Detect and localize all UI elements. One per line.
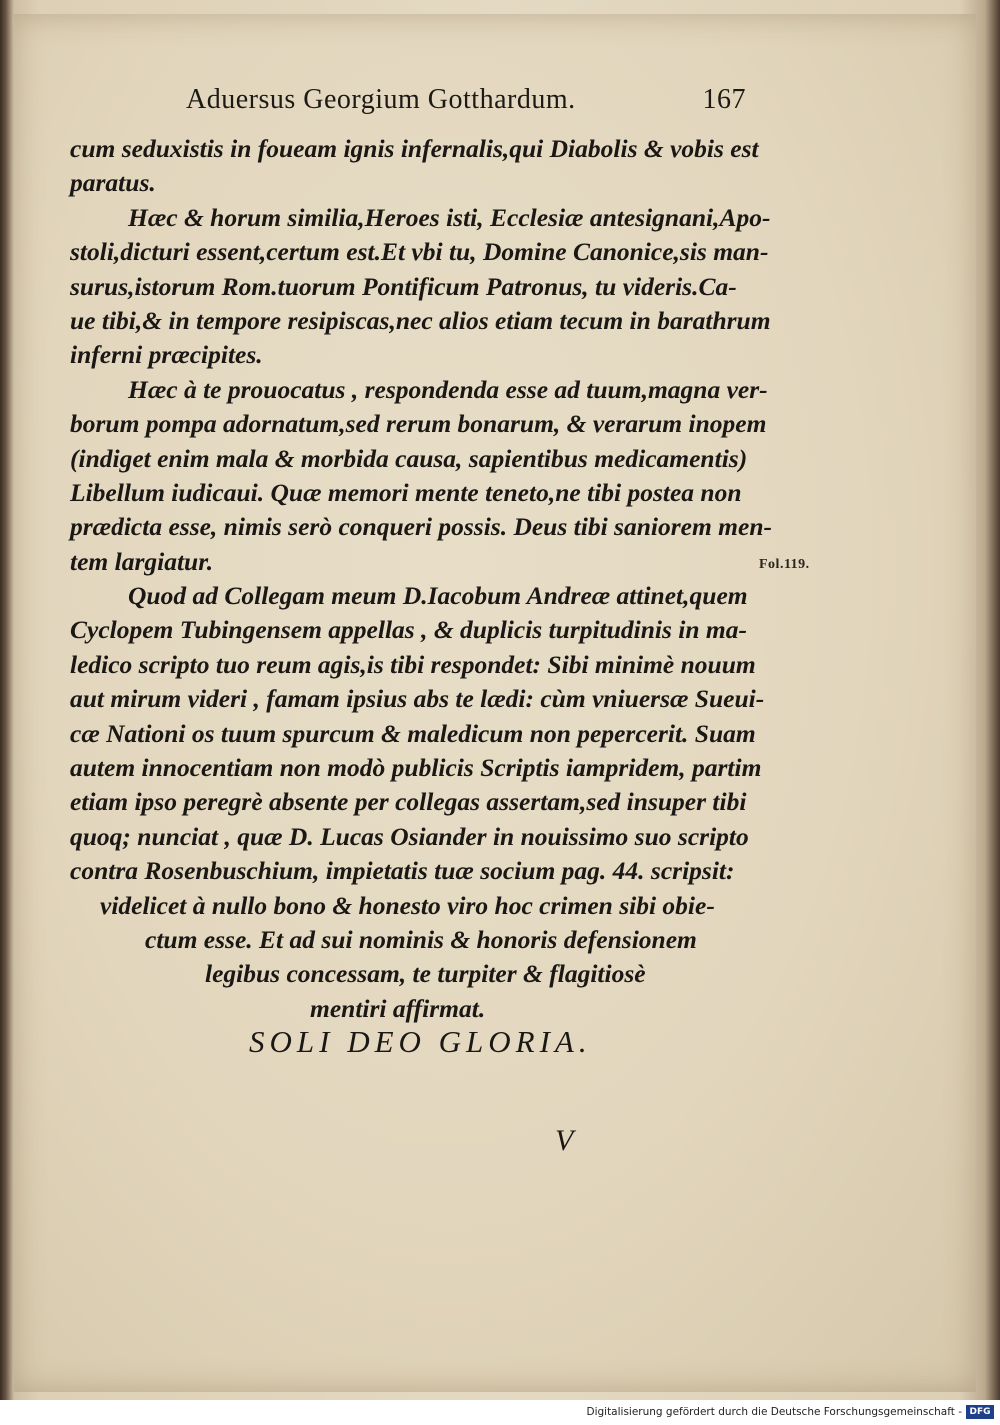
text-line: mentiri affirmat. <box>310 993 486 1023</box>
text-line: (indiget enim mala & morbida causa, sapientibus medicamentis) <box>70 443 748 473</box>
page-header <box>174 84 754 124</box>
text-line: surus,istorum Rom.tuorum Pontificum Patronus, tu videris.Ca- <box>70 271 737 301</box>
text-line: prædicta esse, nimis serò conqueri possis. Deus tibi saniorem men- <box>70 512 773 542</box>
text-line: legibus concessam, te turpiter & flagitiosè <box>205 959 646 989</box>
text-line: paratus. <box>70 168 156 198</box>
text-line: cum seduxistis in foueam ignis infernalis,qui Diabolis & vobis est <box>70 134 759 163</box>
text-line: Quod ad Collegam meum D.Iacobum Andreæ attinet,quem <box>128 581 748 611</box>
text-line: stoli,dicturi essent,certum est.Et vbi tu, Domine Canonice,sis man- <box>70 237 769 267</box>
text-line: Cyclopem Tubingensem appellas , & duplicis turpitudinis in ma- <box>70 615 747 645</box>
page-number: 167 <box>702 84 746 115</box>
text-line: Hæc & horum similia,Heroes isti, Ecclesiæ antesignani,Apo- <box>128 202 771 232</box>
text-line: Libellum iudicaui. Quæ memori mente teneto,ne tibi postea non <box>70 477 742 507</box>
text-line: videlicet à nullo bono & honesto viro hoc crimen sibi obie- <box>100 890 715 920</box>
footer-bar <box>0 1400 1000 1425</box>
text-line: borum pompa adornatum,sed rerum bonarum, & verarum inopem <box>70 409 767 439</box>
text-line: Hæc à te prouocatus , respondenda esse ad tuum,magna ver- <box>128 374 768 404</box>
footer-text: Digitalisierung gefördert durch die Deutsche Forschungsgemeinschaft - <box>586 1406 962 1418</box>
text-line: quoq; nunciat , quæ D. Lucas Osiander in nouissimo suo scripto <box>70 821 749 851</box>
book-page <box>14 14 976 1392</box>
text-line: cæ Nationi os tuum spurcum & maledicum non pepercerit. Suam <box>70 718 756 748</box>
text-line: autem innocentiam non modò publicis Scriptis iampridem, partim <box>70 753 762 783</box>
closing-line: SOLI DEO GLORIA. <box>249 1024 592 1059</box>
text-line: inferni præcipites. <box>70 340 263 370</box>
text-line: aut mirum videri , famam ipsius abs te lædi: cùm vniuersæ Sueui- <box>70 684 765 714</box>
catchword: V <box>555 1124 574 1157</box>
body-text <box>70 132 773 1026</box>
dfg-logo: DFG <box>966 1405 994 1419</box>
text-line: etiam ipso peregrè absente per collegas assertam,sed insuper tibi <box>70 787 747 817</box>
text-line: ctum esse. Et ad sui nominis & honoris defensionem <box>145 924 697 954</box>
text-line: ue tibi,& in tempore resipiscas,nec alios etiam tecum in barathrum <box>70 305 771 335</box>
marginal-note: Fol.119. <box>759 557 810 572</box>
text-line: tem largiatur. <box>70 546 214 576</box>
text-line: ledico scripto tuo reum agis,is tibi respondet: Sibi minimè nouum <box>70 649 756 679</box>
running-title: Aduersus Georgium Gotthardum. <box>186 84 576 115</box>
text-line: contra Rosenbuschium, impietatis tuæ socium pag. 44. scripsit: <box>70 856 735 886</box>
